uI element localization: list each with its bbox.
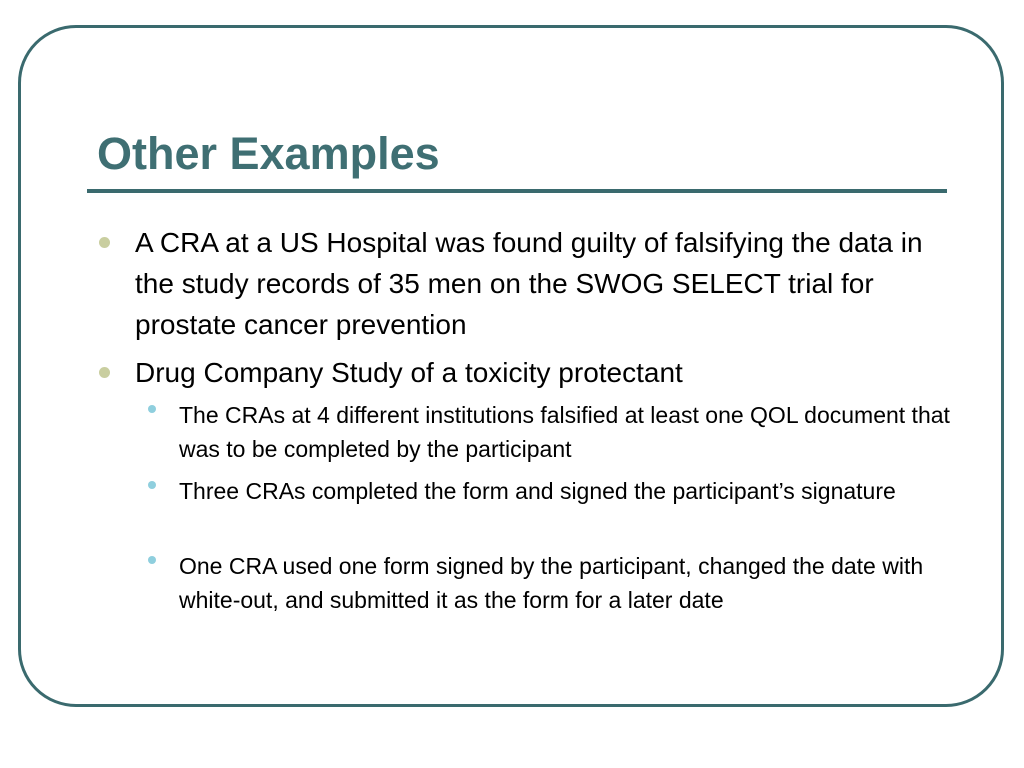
bullet-text: A CRA at a US Hospital was found guilty of falsifying the data in the study records of 35 men on the SWOG SELECT trial for prostate cancer prevention: [135, 227, 923, 340]
sub-bullet-dot-icon: [148, 556, 156, 564]
sub-bullet-text: Three CRAs completed the form and signed the participant’s signature: [179, 478, 896, 504]
sub-bullet-text: The CRAs at 4 different institutions falsified at least one QOL document that was to be completed by the participant: [179, 402, 950, 462]
bullet-text: Drug Company Study of a toxicity protectant: [135, 357, 683, 388]
sub-bullet-dot-icon: [148, 481, 156, 489]
sub-bullet-text: One CRA used one form signed by the participant, changed the date with white-out, and submitted it as the form for a later date: [179, 553, 924, 613]
sub-bullet-dot-icon: [148, 405, 156, 413]
bullet-dot-icon: [99, 237, 110, 248]
bullet-dot-icon: [99, 367, 110, 378]
slide-title: Other Examples: [97, 128, 440, 179]
